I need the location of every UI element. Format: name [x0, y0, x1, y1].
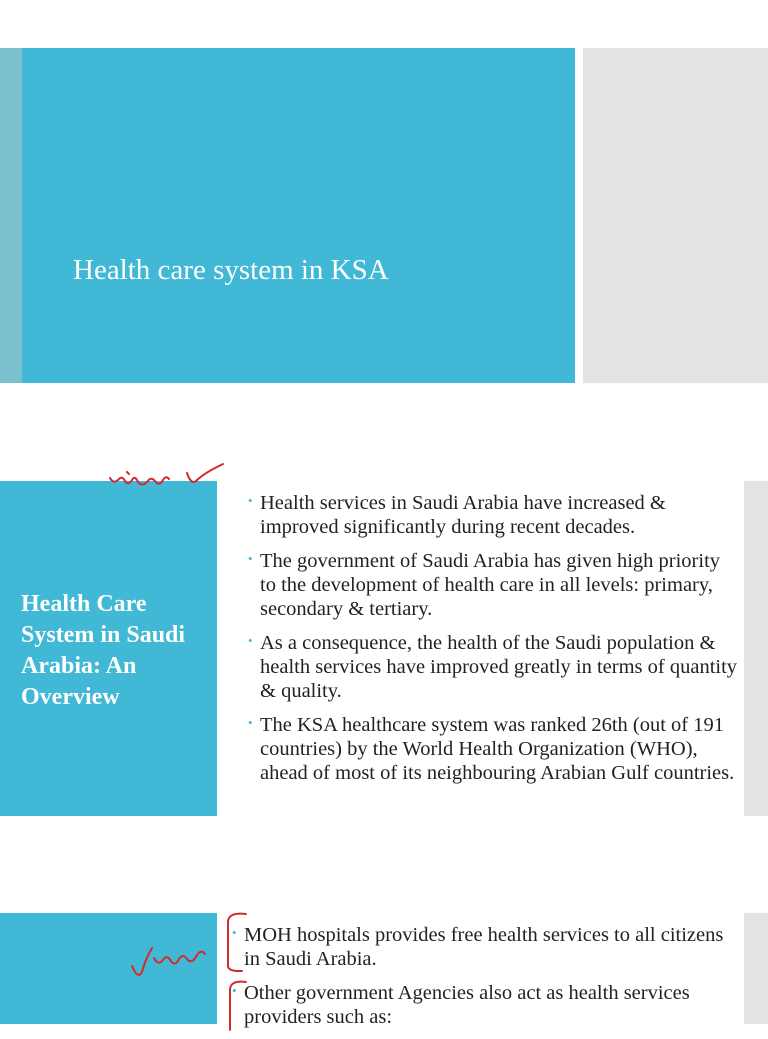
slide1-title-panel: [22, 48, 575, 383]
list-item: [248, 549, 738, 621]
slide2-side-panel: [744, 481, 768, 816]
slide1-title: Health care system in KSA: [73, 254, 389, 286]
handwritten-annotation-icon: [128, 910, 258, 1024]
list-item: [248, 491, 738, 539]
list-item: [232, 923, 737, 971]
handwritten-annotation-icon: [105, 458, 230, 493]
list-item: [248, 631, 738, 703]
slide1-side-panel: [583, 48, 768, 383]
bullet-icon: •: [248, 551, 253, 566]
list-item: [248, 713, 738, 785]
slide1-left-stripe: [0, 48, 22, 383]
slide3-side-panel: [744, 913, 768, 1024]
bullet-text: The government of Saudi Arabia has given high priority to the development of health care in all levels: primary, secondary & tertiary.: [260, 550, 721, 620]
bullet-icon: •: [232, 983, 237, 998]
slide2-title: Health Care System in Saudi Arabia: An Overview: [21, 591, 186, 710]
slide2-bullet-list: [248, 491, 738, 795]
bullet-text: Health services in Saudi Arabia have increased & improved significantly during recent decades.: [260, 492, 666, 538]
list-item: [232, 981, 737, 1029]
bullet-text: The KSA healthcare system was ranked 26th (out of 191 countries) by the World Health Organization (WHO), ahead of most of its neighbouring Arabian Gulf countries.: [260, 714, 735, 784]
bullet-text: As a consequence, the health of the Saudi population & health services have improved greatly in terms of quantity & quality.: [260, 632, 738, 702]
bullet-icon: •: [248, 493, 253, 508]
bullet-icon: •: [248, 633, 253, 648]
slide3-bullet-list: [232, 923, 737, 1039]
bullet-icon: •: [248, 715, 253, 730]
bullet-text: Other government Agencies also act as health services providers such as:: [244, 982, 690, 1028]
bullet-icon: •: [232, 925, 237, 940]
bullet-text: MOH hospitals provides free health services to all citizens in Saudi Arabia.: [244, 924, 724, 970]
